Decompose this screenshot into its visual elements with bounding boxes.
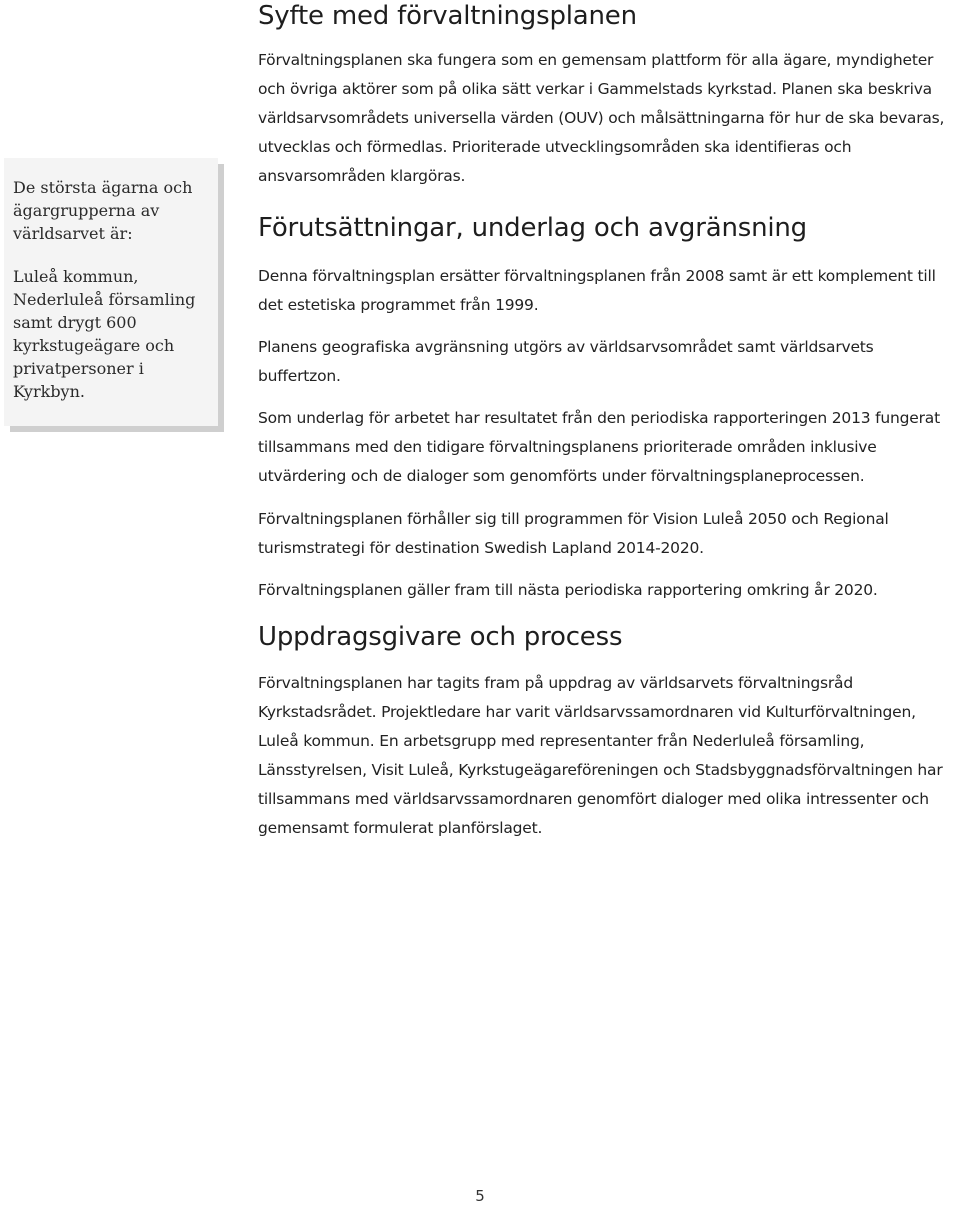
sidebar-intro-text: De största ägarna och ägargrupperna av världsarvet är: [13,178,193,243]
prerequisites-paragraph-2: Planens geografiska avgränsning utgörs av världsarvsområdet samt världsarvets buffertzon. [258,338,874,385]
commission-paragraph: Förvaltningsplanen har tagits fram på uppdrag av världsarvets förvaltningsråd Kyrkstadsrådet. Projektledare har varit världsarvssamordnaren vid Kulturförvaltningen, Luleå kommun. En arbetsgrupp med representanter från Nederluleå församling, Länsstyrelsen, Visit Luleå, Kyrkstugeägareföreningen och Stadsbyggnadsförvaltningen har tillsammans med världsarvssamordnaren genomfört dialoger med olika intressenter och gemensamt formulerat planförslaget. [258,674,943,837]
prerequisites-paragraph-5: Förvaltningsplanen gäller fram till nästa periodiska rapportering omkring år 2020. [258,581,878,599]
owners-sidebar-box [4,158,218,426]
prerequisites-paragraph-1: Denna förvaltningsplan ersätter förvaltningsplanen från 2008 samt är ett komplement till det estetiska programmet från 1999. [258,267,936,314]
page-number: 5 [475,1187,485,1205]
heading-purpose: Syfte med förvaltningsplanen [258,1,637,31]
prerequisites-paragraph-4: Förvaltningsplanen förhåller sig till programmen för Vision Luleå 2050 och Regional turismstrategi för destination Swedish Lapland 2014-2020. [258,510,889,557]
heading-commission: Uppdragsgivare och process [258,622,623,652]
heading-prerequisites: Förutsättningar, underlag och avgränsning [258,213,807,243]
prerequisites-paragraph-3: Som underlag för arbetet har resultatet från den periodiska rapporteringen 2013 fungerat tillsammans med den tidigare förvaltningsplanens prioriterade områden inklusive utvärdering och de dialoger som genomförts under förvaltningsplaneprocessen. [258,409,940,485]
sidebar-owners-text: Luleå kommun, Nederluleå församling samt drygt 600 kyrkstugeägare och privatpersoner i Kyrkbyn. [13,267,196,401]
purpose-paragraph: Förvaltningsplanen ska fungera som en gemensam plattform för alla ägare, myndigheter och övriga aktörer som på olika sätt verkar i Gammelstads kyrkstad. Planen ska beskriva världsarvsområdets universella värden (OUV) och målsättningarna för hur de ska bevaras, utvecklas och förmedlas. Prioriterade utvecklingsområden ska identifieras och ansvarsområden klargöras. [258,51,945,185]
